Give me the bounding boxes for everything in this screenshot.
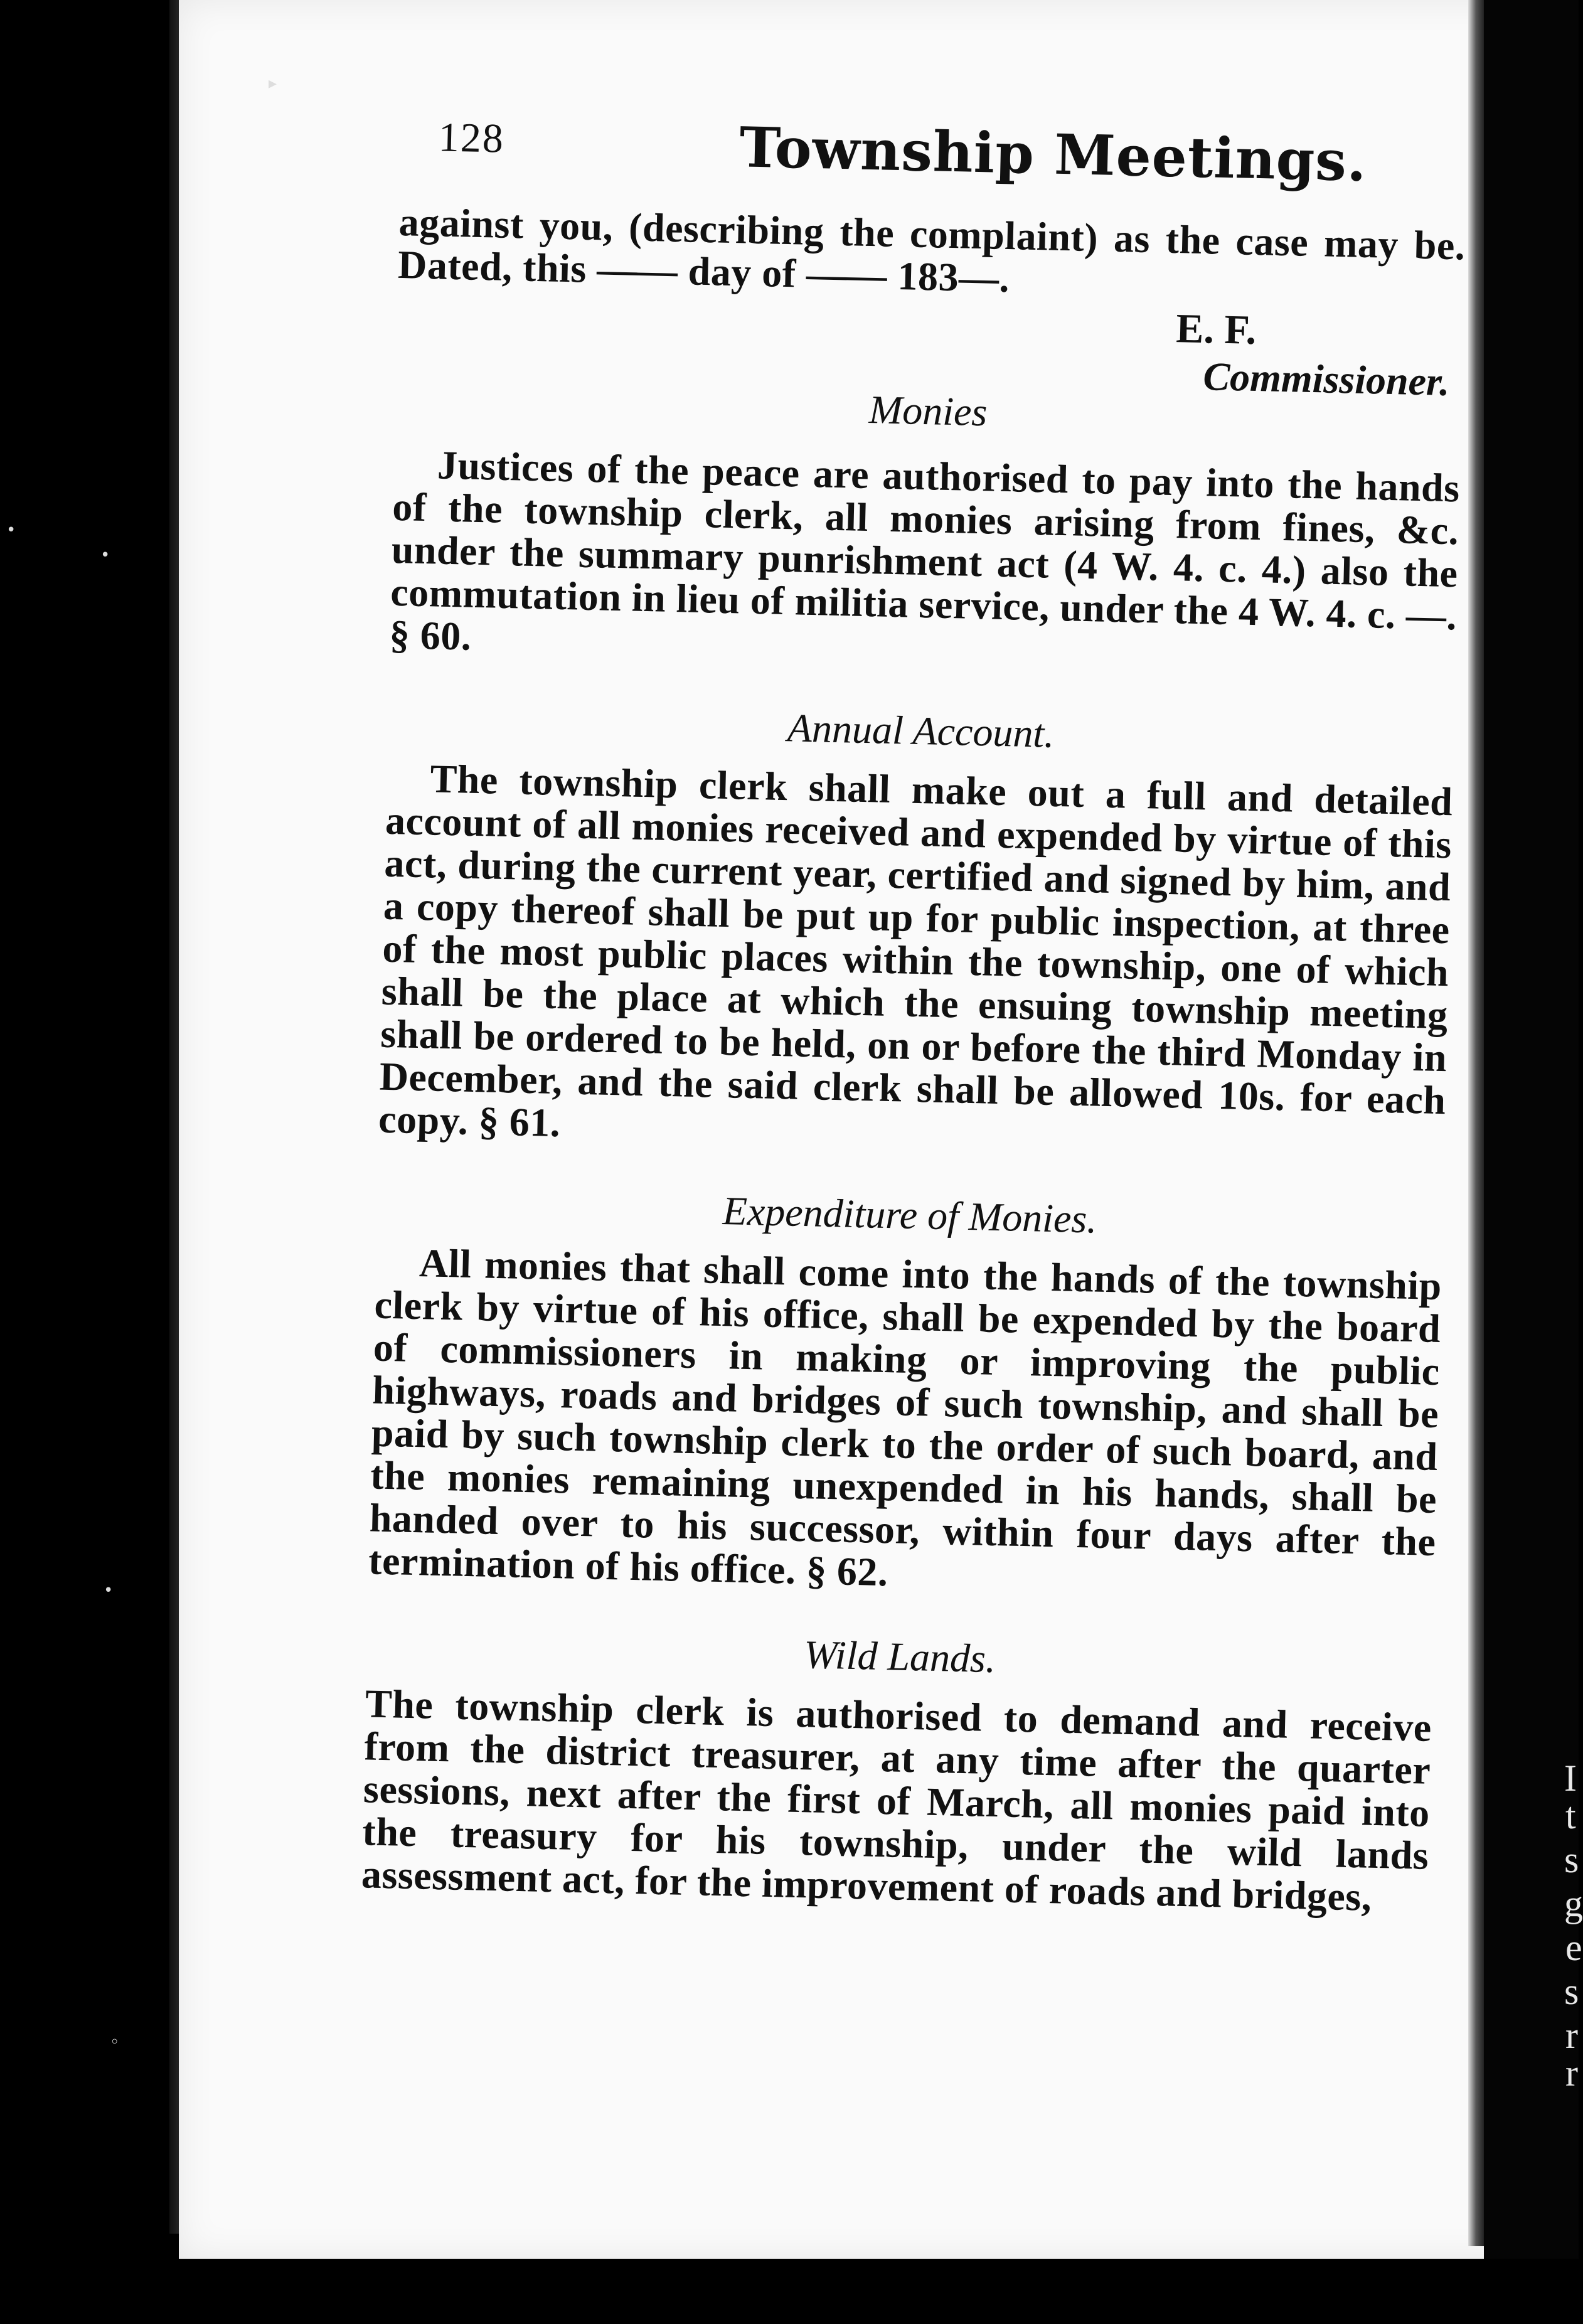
scan-bottom-border	[0, 2259, 1579, 2324]
page-text	[361, 107, 1468, 1920]
dust-speck: •	[100, 546, 110, 565]
dust-speck: ◦	[110, 2033, 120, 2052]
section-heading-monies: Monies	[868, 387, 988, 435]
section-body-wild-lands: The township clerk is authorised to demand and receive from the district treasurer, at any time after the quarter sessions, next after the first of March, all monies paid into the treasury for his township, under the wild lands assessment act, for the improvement of roads and bridges,	[361, 1681, 1432, 1919]
section-body-monies: Justices of the peace are authorised to pay into the hands of the township clerk, all monies arising from fines, &c. under the summary punrishment act (4 W. 4. c. 4.) also the commutation in lieu of militia service, under the 4 W. 4. c. —. § 60.	[389, 442, 1461, 659]
form-continuation-paragraph: against you, (describing the complaint) as the case may be. Dated, this —— day of —— 183—.	[397, 199, 1466, 301]
dust-speck: ▸	[269, 74, 277, 93]
section-heading-annual-account: Annual Account.	[787, 705, 1055, 756]
signature-initials: E. F.	[1175, 306, 1257, 353]
facing-page-fragment: s	[1564, 1839, 1579, 1880]
facing-page-fragment: t	[1565, 1795, 1576, 1836]
section-heading-wild-lands: Wild Lands.	[803, 1632, 996, 1682]
facing-page-fragment: s	[1564, 1971, 1579, 2012]
facing-page-fragment: g	[1564, 1883, 1583, 1924]
facing-page-margin	[1484, 0, 1583, 2324]
running-head: Township Meetings.	[738, 114, 1368, 194]
page-number: 128	[438, 114, 505, 162]
signatory-title: Commissioner.	[1202, 354, 1451, 405]
facing-page-fragment: r	[1565, 2015, 1578, 2056]
right-page-edge-shadow	[1468, 0, 1484, 2246]
facing-page-fragment: r	[1565, 2052, 1578, 2094]
section-body-annual-account: The township clerk shall make out a full and detailed account of all monies received and expended by virtue of this act, during the current year, certified and signed by him, and a copy thereof shall be put up for public inspection, at three of the most public places within the township, one of which shall be the place at which the ensuing township meeting shall be ordered to be held, on or before the third Monday in December, and the said clerk shall be allowed 10s. for each copy. § 61.	[378, 756, 1454, 1146]
dust-speck: •	[104, 1581, 114, 1600]
dust-speck: •	[6, 521, 16, 540]
section-body-expenditure-of-monies: All monies that shall come into the hands of the township clerk by virtue of his office, shall be expended by the board of commissioners in making or improving the public highways, roads and bridges of such township, and shall be paid by such township clerk to the order of such board, and the monies remaining unexpended in his hands, shall be handed over to his successor, within four days after the termination of his office. § 62.	[368, 1240, 1442, 1595]
facing-page-fragment: I	[1564, 1757, 1577, 1799]
facing-page-fragment: e	[1565, 1927, 1582, 1968]
section-heading-expenditure-of-monies: Expenditure of Monies.	[722, 1188, 1098, 1242]
